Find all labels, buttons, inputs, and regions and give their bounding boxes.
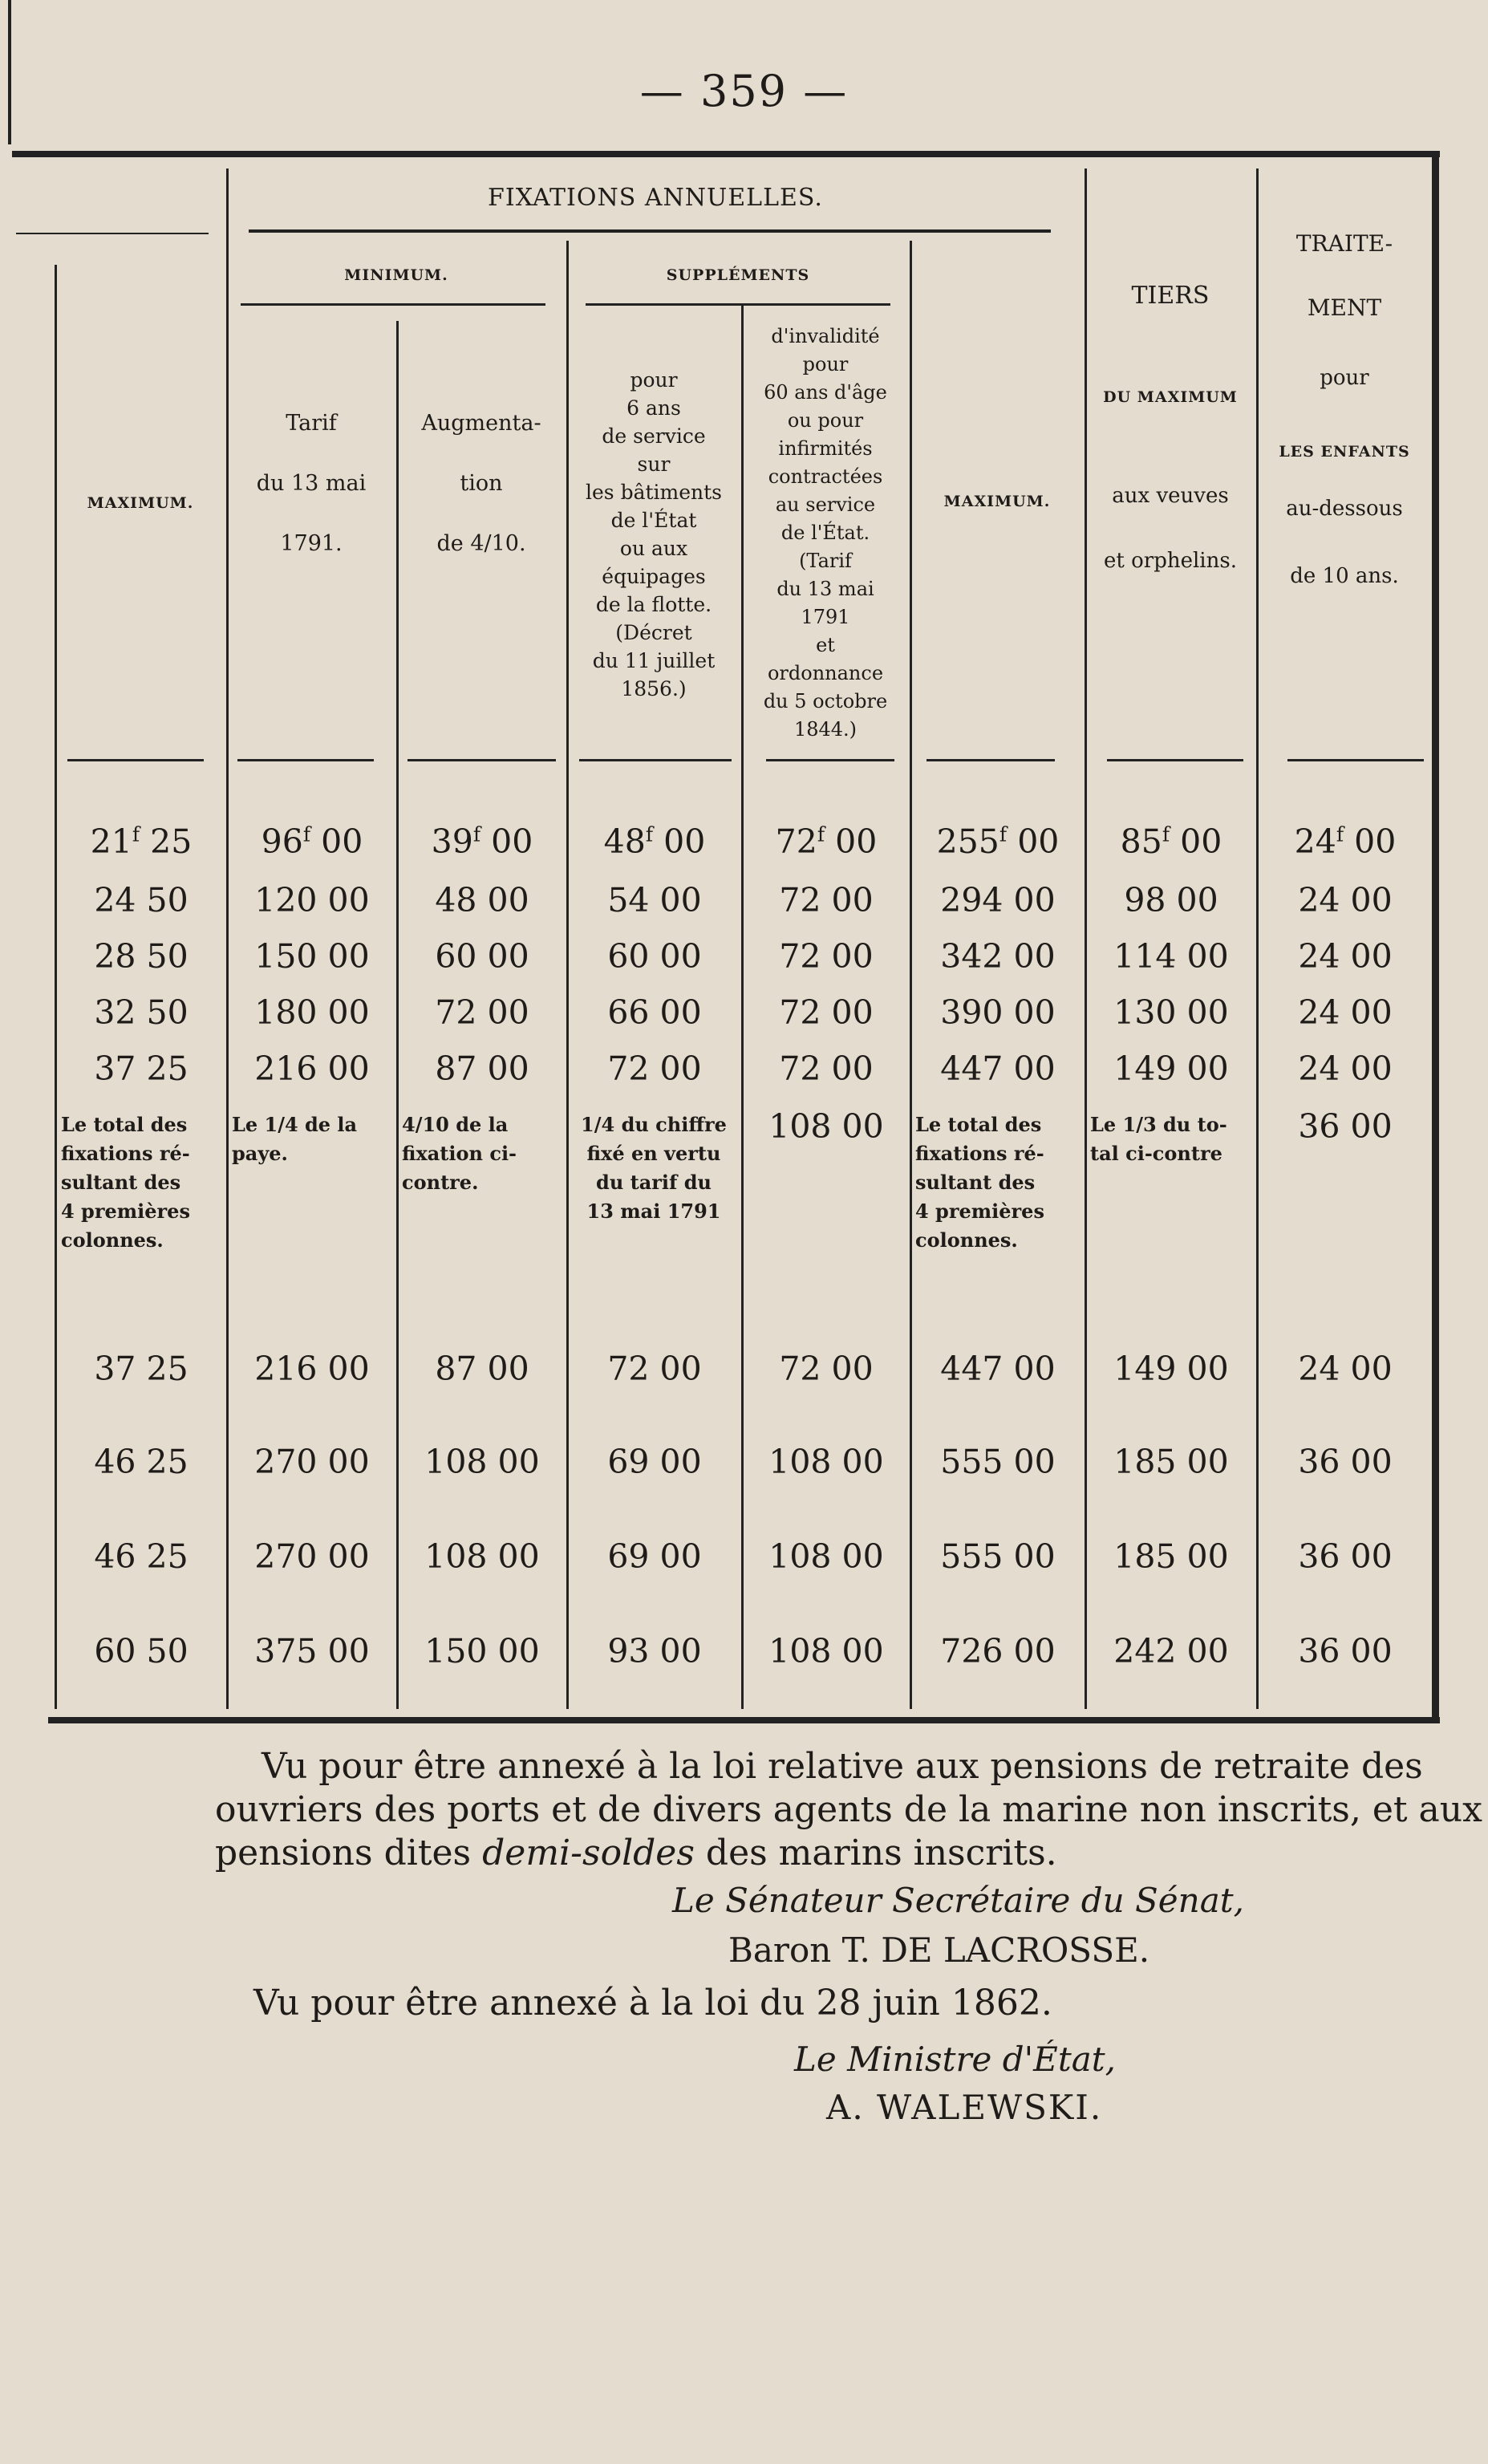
minimum-label: MINIMUM.	[344, 266, 448, 284]
table-cell: 726 00	[940, 1632, 1056, 1670]
header-line: de l'État	[610, 509, 697, 532]
header-maximum-2: MAXIMUM.	[943, 493, 1051, 510]
col-divider	[55, 265, 57, 1709]
cell-value: 21$^f$ 25	[90, 822, 193, 861]
table-cell	[1085, 822, 1257, 861]
table-cell: 149 00	[1113, 1350, 1229, 1388]
cell-value: 39$^f$ 00	[431, 822, 533, 861]
top-rule	[12, 151, 1440, 157]
table-cell	[1257, 822, 1433, 861]
table-cell	[742, 822, 910, 861]
table-cell: 130 00	[1113, 993, 1229, 1032]
table-cell: 72 00	[779, 1049, 874, 1088]
header-line: 6 ans	[626, 396, 681, 420]
supplements-label: SUPPLÉMENTS	[666, 266, 810, 284]
table-cell: 447 00	[940, 1350, 1056, 1388]
header-line: Augmenta-	[421, 411, 541, 436]
note-cell	[1090, 1110, 1251, 1168]
header-line: contractées	[768, 465, 883, 488]
header-rule	[241, 303, 545, 306]
note-line: 4 premières	[915, 1200, 1044, 1223]
table-cell: 24 00	[1298, 1049, 1393, 1088]
header-rule	[407, 759, 556, 761]
table-cell: 28 50	[94, 937, 189, 976]
header-line: (Décret	[615, 621, 692, 644]
note-line: sultant des	[915, 1171, 1036, 1194]
note-line: fixé en vertu	[586, 1142, 721, 1165]
note-cell	[572, 1110, 736, 1226]
header-line: 1791.	[280, 531, 343, 556]
franc-mark: f	[472, 822, 481, 846]
table-cell: 108 00	[768, 1443, 884, 1481]
table-cell: 72 00	[779, 1350, 874, 1388]
group-title: FIXATIONS ANNUELLES.	[488, 184, 823, 212]
cell-value: 255$^f$ 00	[936, 822, 1060, 861]
header-rule	[16, 233, 209, 234]
table-cell: 93 00	[607, 1632, 702, 1670]
table-cell: 342 00	[940, 937, 1056, 976]
header-line: aux veuves	[1112, 484, 1229, 508]
note-line: Le total des	[915, 1113, 1042, 1136]
table-cell: 114 00	[1113, 937, 1229, 976]
header-line: du 11 juillet	[592, 649, 716, 672]
left-margin-line	[8, 0, 11, 144]
header-line: ou pour	[787, 409, 864, 432]
table-cell	[567, 822, 742, 861]
table-cell: 180 00	[254, 993, 370, 1032]
note-cell	[61, 1110, 220, 1255]
annex-line-3-pre: pensions dites	[215, 1833, 483, 1873]
table-cell: 216 00	[254, 1350, 370, 1388]
note-line: colonnes.	[915, 1228, 1018, 1252]
table-cell: 36 00	[1298, 1443, 1393, 1481]
table-cell: 24 00	[1298, 937, 1393, 976]
header-line: Tarif	[286, 411, 337, 436]
header-line: 1844.)	[793, 718, 858, 741]
table-cell: 108 00	[424, 1537, 540, 1576]
table-cell: 216 00	[254, 1049, 370, 1088]
table-cell: 447 00	[940, 1049, 1056, 1088]
note-line: fixations ré-	[61, 1142, 190, 1165]
table-cell: 270 00	[254, 1443, 370, 1481]
cell-value: 85$^f$ 00	[1120, 822, 1222, 861]
note-value: 36 00	[1298, 1107, 1393, 1146]
table-cell: 72 00	[779, 993, 874, 1032]
header-rule	[237, 759, 374, 761]
annex-line-3-post: des marins inscrits.	[694, 1833, 1057, 1873]
header-line: infirmités	[778, 437, 873, 460]
table-cell: 108 00	[768, 1632, 884, 1670]
table-cell: 24 00	[1298, 1350, 1393, 1388]
header-rule	[1287, 759, 1424, 761]
header-rule	[766, 759, 894, 761]
table-cell: 149 00	[1113, 1049, 1229, 1088]
header-line: tion	[460, 471, 503, 496]
note-line: 4 premières	[61, 1200, 190, 1223]
table-cell: 150 00	[424, 1632, 540, 1670]
annex-line-3	[215, 1832, 1057, 1875]
header-line: du 13 mai	[776, 578, 874, 600]
note-line: contre.	[402, 1171, 479, 1194]
table-cell: 270 00	[254, 1537, 370, 1576]
header-line: ordonnance	[767, 662, 884, 684]
table-cell: 185 00	[1113, 1537, 1229, 1576]
header-line: pour	[802, 353, 849, 375]
table-cell: 32 50	[94, 993, 189, 1032]
header-rule	[249, 229, 1051, 233]
header-line: du 5 octobre	[763, 690, 888, 712]
table-cell: 72 00	[607, 1049, 702, 1088]
note-line: sultant des	[61, 1171, 181, 1194]
table-cell: 37 25	[94, 1049, 189, 1088]
header-line: d'invalidité	[771, 325, 880, 347]
header-augmentation	[396, 412, 566, 554]
senate-name: Baron T. DE LACROSSE.	[728, 1930, 1150, 1970]
header-line: 1856.)	[621, 677, 687, 700]
page-number: — 359 —	[639, 66, 849, 116]
table-cell: 242 00	[1113, 1632, 1229, 1670]
table-cell: 87 00	[435, 1350, 529, 1388]
header-line: de l'État.	[780, 522, 870, 544]
header-line: ou aux	[619, 537, 688, 560]
table-cell: 60 50	[94, 1632, 189, 1670]
table-cell: 66 00	[607, 993, 702, 1032]
note-line: colonnes.	[61, 1228, 164, 1252]
header-line: et orphelins.	[1104, 549, 1237, 573]
header-line: équipages	[602, 565, 706, 588]
header-line: de 4/10.	[436, 531, 526, 556]
table-cell: 87 00	[435, 1049, 529, 1088]
note-line: du tarif du	[596, 1171, 712, 1194]
franc-mark: f	[302, 822, 311, 846]
franc-mark: f	[999, 822, 1008, 846]
note-cell	[232, 1110, 391, 1168]
header-line: 1791	[801, 606, 850, 628]
cell-value: 96$^f$ 00	[261, 822, 363, 861]
table-cell: 46 25	[94, 1537, 189, 1576]
header-line: (Tarif	[799, 550, 852, 572]
table-cell	[910, 822, 1085, 861]
table-cell	[56, 822, 226, 861]
cell-value: 24$^f$ 00	[1294, 822, 1397, 861]
minister-title: Le Ministre d'État,	[794, 2040, 1116, 2079]
table-cell: 24 50	[94, 881, 189, 919]
header-traitement	[1256, 230, 1433, 588]
header-line: TRAITE-	[1295, 230, 1393, 257]
header-line: les bâtiments	[586, 481, 722, 504]
header-line: et	[816, 634, 835, 656]
header-line: pour	[1320, 366, 1369, 390]
note-line: 1/4 du chiffre	[581, 1113, 727, 1136]
note-cell	[915, 1110, 1079, 1255]
header-rule	[926, 759, 1055, 761]
table-cell: 72 00	[607, 1350, 702, 1388]
note-line: 4/10 de la	[402, 1113, 509, 1136]
note-line: tal ci-contre	[1090, 1142, 1222, 1165]
table-cell: 37 25	[94, 1350, 189, 1388]
note-value: 108 00	[768, 1107, 884, 1146]
header-line: sur	[637, 453, 671, 476]
table-cell: 48 00	[435, 881, 529, 919]
header-line: du 13 mai	[256, 471, 367, 496]
table-cell: 108 00	[768, 1537, 884, 1576]
franc-mark: f	[817, 822, 825, 846]
table-cell: 375 00	[254, 1632, 370, 1670]
cell-value: 72$^f$ 00	[775, 822, 878, 861]
table-cell	[227, 822, 397, 861]
note-cell	[402, 1110, 561, 1197]
table-cell: 72 00	[435, 993, 529, 1032]
table-cell: 185 00	[1113, 1443, 1229, 1481]
table-cell: 98 00	[1124, 881, 1218, 919]
header-tarif	[226, 412, 396, 554]
header-rule	[1107, 759, 1243, 761]
header-line: de la flotte.	[595, 593, 712, 616]
table-cell: 150 00	[254, 937, 370, 976]
minister-name: A. WALEWSKI.	[826, 2088, 1103, 2127]
note-line: fixations ré-	[915, 1142, 1044, 1165]
franc-mark: f	[132, 822, 140, 846]
table-cell: 24 00	[1298, 993, 1393, 1032]
cell-value: 48$^f$ 00	[603, 822, 706, 861]
header-line: de 10 ans.	[1290, 564, 1399, 588]
bottom-rule	[48, 1717, 1440, 1723]
header-line: DU MAXIMUM	[1103, 388, 1238, 406]
header-maximum-1: MAXIMUM.	[87, 494, 194, 512]
header-line: au-dessous	[1286, 497, 1403, 521]
note-line: Le 1/4 de la	[232, 1113, 358, 1136]
table-cell: 72 00	[779, 881, 874, 919]
law-line: Vu pour être annexé à la loi du 28 juin 1862.	[253, 1983, 1052, 2024]
table-cell: 390 00	[940, 993, 1056, 1032]
table-cell: 69 00	[607, 1537, 702, 1576]
note-line: fixation ci-	[402, 1142, 517, 1165]
franc-mark: f	[1162, 822, 1170, 846]
franc-mark: f	[645, 822, 654, 846]
table-cell: 72 00	[779, 937, 874, 976]
table-cell: 60 00	[607, 937, 702, 976]
header-rule	[586, 303, 890, 306]
note-line: 13 mai 1791	[586, 1200, 721, 1223]
table-cell: 36 00	[1298, 1632, 1393, 1670]
annex-line-3-ital: demi-soldes	[482, 1833, 695, 1873]
header-tiers	[1085, 284, 1256, 571]
header-line: pour	[630, 368, 678, 392]
annex-line-2: ouvriers des ports et de divers agents de la marine non inscrits, et aux	[215, 1789, 1482, 1830]
header-rule	[579, 759, 732, 761]
table-cell: 36 00	[1298, 1537, 1393, 1576]
table-cell: 555 00	[940, 1443, 1056, 1481]
header-supplement-service	[566, 366, 741, 703]
note-line: paye.	[232, 1142, 288, 1165]
table-cell: 60 00	[435, 937, 529, 976]
header-line: au service	[775, 493, 876, 516]
note-line: Le total des	[61, 1113, 188, 1136]
header-line: 60 ans d'âge	[764, 381, 887, 404]
header-line: TIERS	[1131, 282, 1210, 310]
header-line: de service	[602, 424, 706, 448]
note-line: Le 1/3 du to-	[1090, 1113, 1227, 1136]
table-cell: 108 00	[424, 1443, 540, 1481]
annex-line-1: Vu pour être annexé à la loi relative aux pensions de retraite des	[262, 1746, 1423, 1787]
franc-mark: f	[1336, 822, 1344, 846]
senate-title: Le Sénateur Secrétaire du Sénat,	[672, 1881, 1244, 1920]
header-line: LES ENFANTS	[1279, 443, 1410, 461]
table-cell: 555 00	[940, 1537, 1056, 1576]
table-cell: 24 00	[1298, 881, 1393, 919]
table-cell: 54 00	[607, 881, 702, 919]
table-cell	[397, 822, 567, 861]
table-cell: 69 00	[607, 1443, 702, 1481]
table-cell: 120 00	[254, 881, 370, 919]
table-cell: 294 00	[940, 881, 1056, 919]
header-rule	[67, 759, 204, 761]
header-line: MENT	[1307, 294, 1382, 321]
header-supplement-invalidite	[741, 323, 910, 744]
table-cell: 46 25	[94, 1443, 189, 1481]
